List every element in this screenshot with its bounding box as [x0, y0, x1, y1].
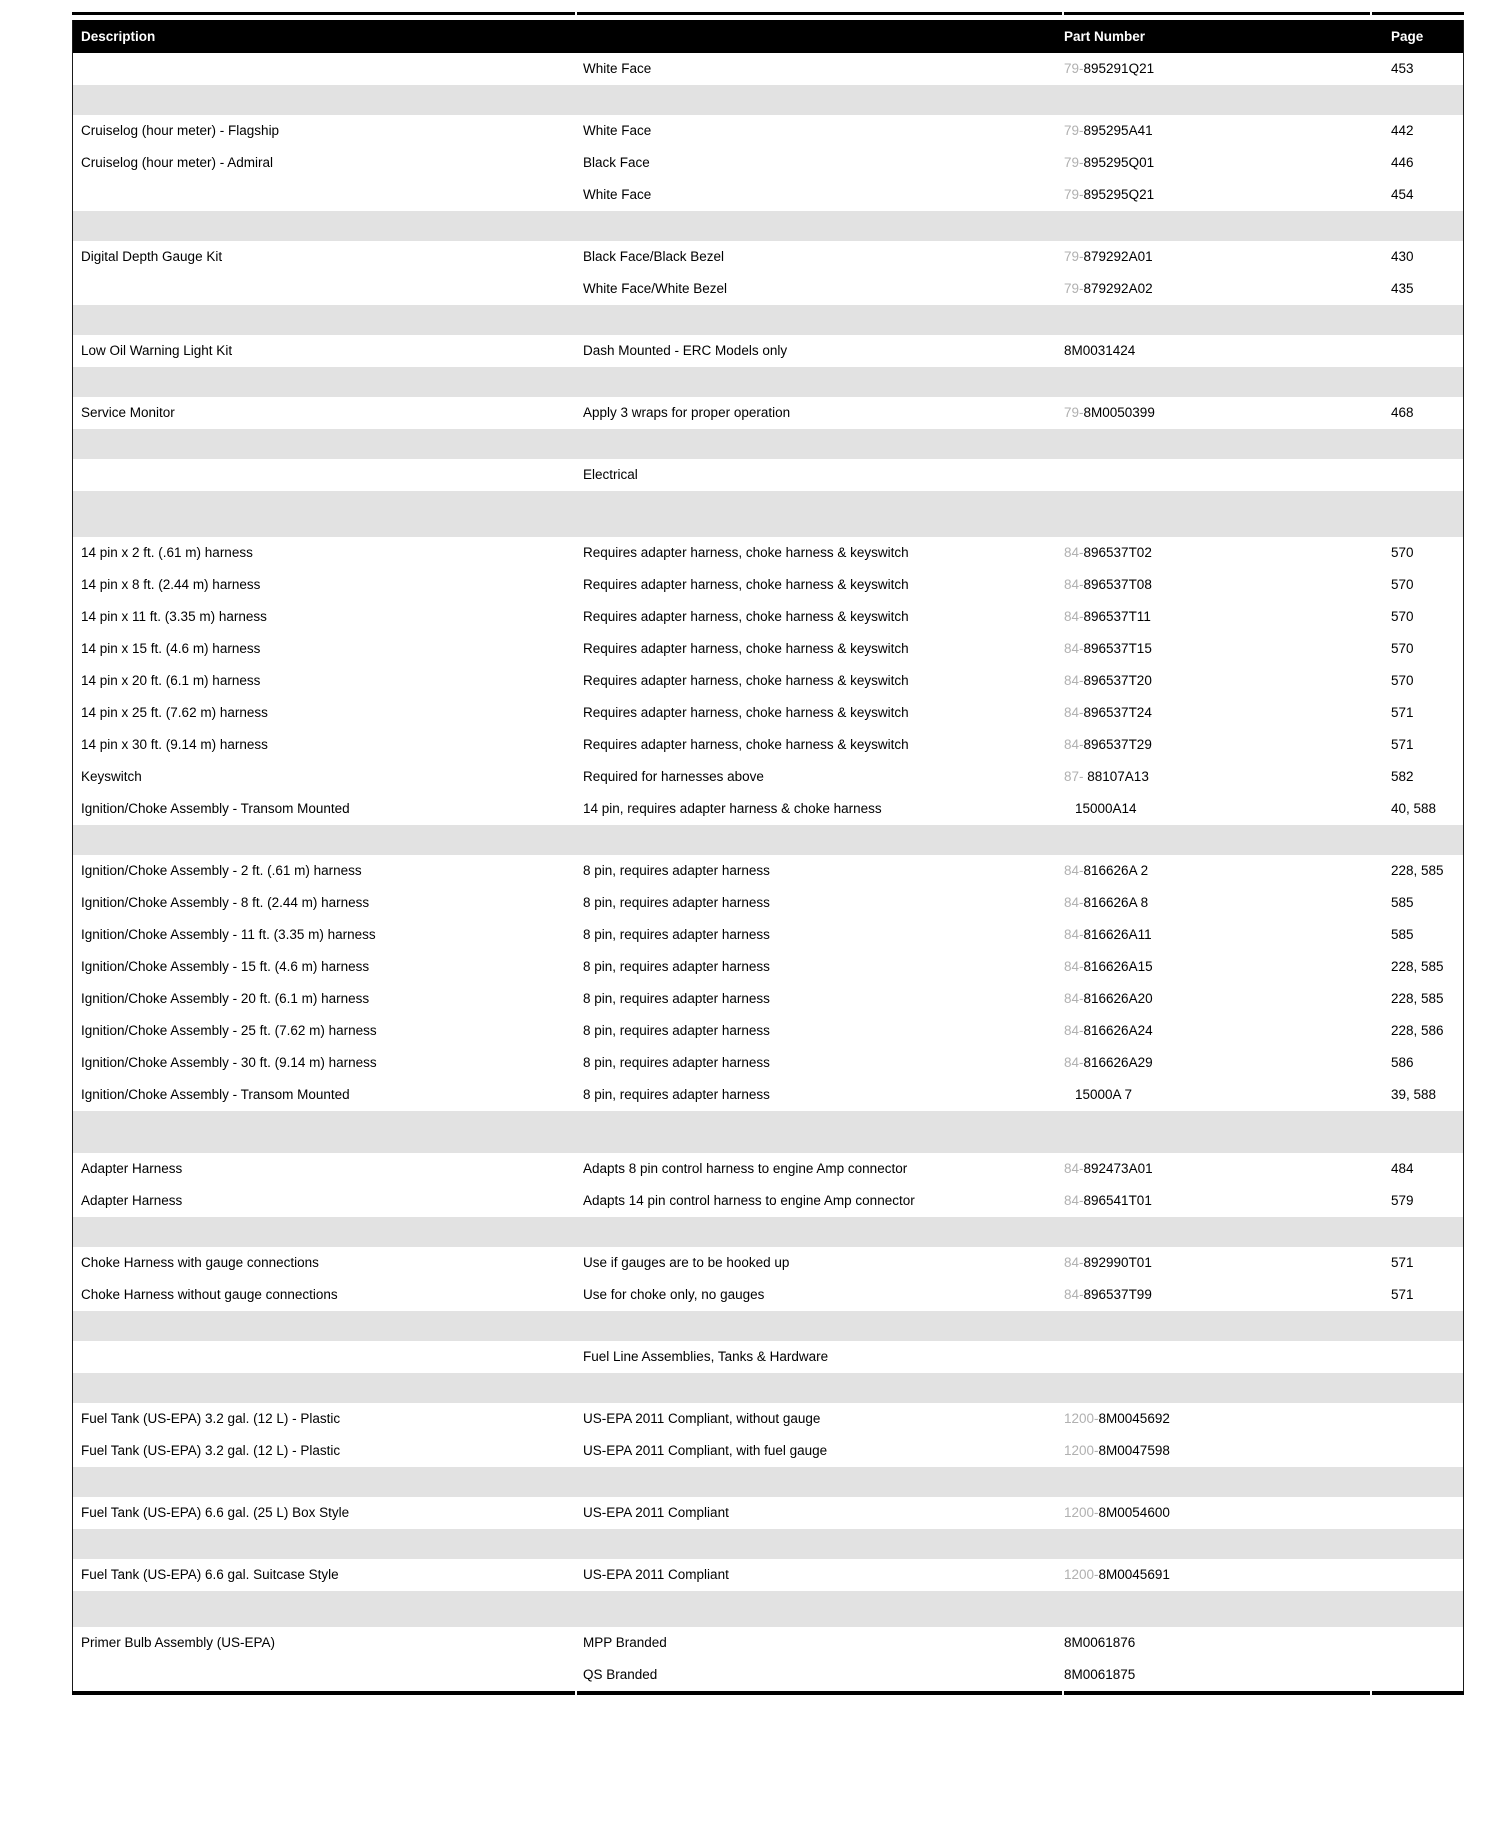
part-number-cell: [1061, 983, 1369, 1015]
column-header-part-number: Part Number: [1064, 29, 1146, 44]
page-cell: [1369, 335, 1463, 367]
notes-cell: Requires adapter harness, choke harness & keyswitch: [583, 705, 909, 720]
notes-cell: Requires adapter harness, choke harness & keyswitch: [583, 577, 909, 592]
part-number-cell: [1061, 665, 1369, 697]
part-prefix: 84-: [1064, 895, 1084, 910]
border-segment: [1064, 1691, 1370, 1695]
description-cell: Ignition/Choke Assembly - 20 ft. (6.1 m) harness: [81, 991, 370, 1006]
notes-cell: Adapts 8 pin control harness to engine Amp connector: [583, 1161, 908, 1176]
spacer-row: [73, 825, 1463, 855]
part-prefix: 79-: [1064, 61, 1084, 76]
page-cell: 586: [1391, 1055, 1414, 1070]
notes-cell: US-EPA 2011 Compliant, with fuel gauge: [583, 1443, 828, 1458]
description-cell: Ignition/Choke Assembly - 8 ft. (2.44 m) harness: [81, 895, 370, 910]
part-prefix: 84-: [1064, 545, 1084, 560]
notes-cell: Requires adapter harness, choke harness & keyswitch: [583, 641, 909, 656]
spacer-row: [73, 491, 1463, 537]
description-cell: Adapter Harness: [81, 1161, 183, 1176]
border-segment: [72, 1691, 575, 1695]
page-cell: 454: [1391, 187, 1414, 202]
part-number-cell: [1061, 241, 1369, 273]
part-number-cell: [1061, 273, 1369, 305]
description-cell: Ignition/Choke Assembly - Transom Mounted: [81, 1087, 350, 1102]
page-cell: 571: [1391, 737, 1414, 752]
table-row: [73, 1279, 1463, 1311]
page-cell: 228, 585: [1391, 959, 1444, 974]
part-number: 896537T08: [1083, 577, 1152, 592]
page-cell: 570: [1391, 673, 1414, 688]
page-cell: 442: [1391, 123, 1414, 138]
table-row: [73, 115, 1463, 147]
part-number: 896537T11: [1083, 609, 1151, 624]
part-number-cell: [1061, 537, 1369, 569]
parts-table: [72, 20, 1464, 1691]
table-row: [73, 147, 1463, 179]
spacer-row: [73, 211, 1463, 241]
part-number-cell: [1061, 1185, 1369, 1217]
description-cell: Fuel Tank (US-EPA) 3.2 gal. (12 L) - Plastic: [81, 1411, 341, 1426]
table-row: [73, 855, 1463, 887]
page-cell: [1369, 1341, 1463, 1373]
part-prefix: 79-: [1064, 187, 1084, 202]
section-header-row: [73, 1341, 1463, 1373]
part-number: 816626A11: [1083, 927, 1152, 942]
part-prefix: 79-: [1064, 155, 1084, 170]
part-prefix: 84-: [1064, 927, 1084, 942]
part-prefix: 1200-: [1064, 1567, 1099, 1582]
table-row: [73, 1047, 1463, 1079]
description-cell: Ignition/Choke Assembly - 2 ft. (.61 m) harness: [81, 863, 362, 878]
notes-cell: Requires adapter harness, choke harness & keyswitch: [583, 545, 909, 560]
description-cell: Low Oil Warning Light Kit: [81, 343, 233, 358]
table-row: [73, 1185, 1463, 1217]
page-cell: [1369, 459, 1463, 491]
part-number-cell: [1061, 1047, 1369, 1079]
description-cell: 14 pin x 8 ft. (2.44 m) harness: [81, 577, 261, 592]
table-row: [73, 241, 1463, 273]
part-number-cell: [1061, 633, 1369, 665]
page-cell: 585: [1391, 927, 1414, 942]
notes-cell: Use if gauges are to be hooked up: [583, 1255, 790, 1270]
part-number-cell: [1061, 919, 1369, 951]
page-cell: 446: [1391, 155, 1414, 170]
description-cell: Ignition/Choke Assembly - 25 ft. (7.62 m) harness: [81, 1023, 377, 1038]
part-number-cell: [1061, 179, 1369, 211]
notes-cell: 8 pin, requires adapter harness: [583, 863, 770, 878]
description-cell: Choke Harness with gauge connections: [81, 1255, 319, 1270]
description-cell: 14 pin x 11 ft. (3.35 m) harness: [81, 609, 267, 624]
description-cell: [73, 459, 576, 491]
spacer-row: [73, 305, 1463, 335]
part-prefix: 79-: [1064, 249, 1084, 264]
part-number: 896537T24: [1083, 705, 1152, 720]
table-row: [73, 633, 1463, 665]
page-cell: 570: [1391, 609, 1414, 624]
description-cell: [73, 1659, 576, 1691]
description-cell: Cruiselog (hour meter) - Admiral: [81, 155, 274, 170]
page-cell: 468: [1391, 405, 1414, 420]
border-segment: [72, 12, 575, 15]
page-cell: 228, 585: [1391, 991, 1444, 1006]
part-prefix: 84-: [1064, 1161, 1084, 1176]
page-cell: 40, 588: [1391, 801, 1437, 816]
page-cell: [1369, 1497, 1463, 1529]
page-cell: 570: [1391, 577, 1414, 592]
part-prefix: 1200-: [1064, 1411, 1099, 1426]
notes-cell: Apply 3 wraps for proper operation: [583, 405, 791, 420]
notes-cell: 8 pin, requires adapter harness: [583, 927, 770, 942]
notes-cell: 14 pin, requires adapter harness & choke harness: [583, 801, 882, 816]
border-segment: [577, 12, 1062, 15]
part-number: 8M0045692: [1098, 1411, 1170, 1426]
part-number: 896537T15: [1083, 641, 1152, 656]
description-cell: Adapter Harness: [81, 1193, 183, 1208]
part-number: 8M0061876: [1064, 1635, 1136, 1650]
part-prefix: 84-: [1064, 641, 1084, 656]
notes-cell: 8 pin, requires adapter harness: [583, 1055, 770, 1070]
part-number-cell: [1061, 1559, 1369, 1591]
table-row: [73, 335, 1463, 367]
catalog-page: [72, 12, 1464, 1695]
table-row: [73, 729, 1463, 761]
part-number: 892990T01: [1083, 1255, 1152, 1270]
table-row: [73, 919, 1463, 951]
description-cell: 14 pin x 2 ft. (.61 m) harness: [81, 545, 253, 560]
description-cell: Cruiselog (hour meter) - Flagship: [81, 123, 280, 138]
description-cell: Digital Depth Gauge Kit: [81, 249, 223, 264]
table-row: [73, 951, 1463, 983]
part-number: 8M0031424: [1064, 343, 1136, 358]
column-header-notes: [576, 20, 1061, 53]
part-number: 8M0061875: [1064, 1667, 1136, 1682]
notes-cell: Requires adapter harness, choke harness & keyswitch: [583, 609, 909, 624]
part-number: 816626A 2: [1083, 863, 1149, 878]
part-prefix: 84-: [1064, 959, 1084, 974]
notes-cell: 8 pin, requires adapter harness: [583, 895, 770, 910]
part-number: 816626A20: [1083, 991, 1153, 1006]
part-prefix: 84-: [1064, 863, 1084, 878]
part-number: 8M0054600: [1098, 1505, 1170, 1520]
part-prefix: 79-: [1064, 123, 1084, 138]
page-cell: 570: [1391, 641, 1414, 656]
part-number: 879292A02: [1083, 281, 1153, 296]
part-number-cell: [1061, 335, 1369, 367]
part-prefix: 1200-: [1064, 1505, 1099, 1520]
part-number: 8M0050399: [1083, 405, 1155, 420]
table-row: [73, 1079, 1463, 1111]
part-prefix: 84-: [1064, 1193, 1084, 1208]
part-number-cell: [1061, 115, 1369, 147]
page-cell: 582: [1391, 769, 1414, 784]
table-row: [73, 1559, 1463, 1591]
notes-cell: 8 pin, requires adapter harness: [583, 1023, 770, 1038]
page-cell: 430: [1391, 249, 1414, 264]
table-bottom-border: [72, 1691, 1464, 1695]
spacer-row: [73, 1311, 1463, 1341]
section-title: Electrical: [583, 467, 638, 482]
part-number: 895295Q21: [1083, 187, 1155, 202]
description-cell: Fuel Tank (US-EPA) 6.6 gal. Suitcase Style: [81, 1567, 339, 1582]
part-number: 895295A41: [1083, 123, 1153, 138]
column-header-page: Page: [1391, 29, 1424, 44]
part-prefix: 84-: [1064, 991, 1084, 1006]
notes-cell: 8 pin, requires adapter harness: [583, 991, 770, 1006]
part-number: 892473A01: [1083, 1161, 1153, 1176]
spacer-row: [73, 367, 1463, 397]
part-prefix: 84-: [1064, 1055, 1084, 1070]
table-row: [73, 179, 1463, 211]
table-row: [73, 1435, 1463, 1467]
table-row: [73, 697, 1463, 729]
spacer-row: [73, 1529, 1463, 1559]
part-number-cell: [1061, 397, 1369, 429]
page-cell: [1369, 1659, 1463, 1691]
part-prefix: 84-: [1064, 1287, 1084, 1302]
page-cell: 570: [1391, 545, 1414, 560]
part-prefix: 87-: [1064, 769, 1088, 784]
part-number-cell: [1061, 887, 1369, 919]
page-cell: 435: [1391, 281, 1414, 296]
notes-cell: White Face: [583, 187, 652, 202]
table-row: [73, 273, 1463, 305]
part-number: 15000A14: [1075, 801, 1137, 816]
part-prefix: 84-: [1064, 1255, 1084, 1270]
part-prefix: 79-: [1064, 281, 1084, 296]
table-row: [73, 793, 1463, 825]
part-number: 816626A 8: [1083, 895, 1149, 910]
part-prefix: 79-: [1064, 405, 1084, 420]
notes-cell: White Face/White Bezel: [583, 281, 728, 296]
description-cell: Choke Harness without gauge connections: [81, 1287, 338, 1302]
description-cell: [73, 53, 576, 85]
table-row: [73, 1627, 1463, 1659]
part-number-cell: [1061, 951, 1369, 983]
section-header-row: [73, 459, 1463, 491]
part-number-cell: [1061, 1279, 1369, 1311]
description-cell: Service Monitor: [81, 405, 175, 420]
spacer-row: [73, 85, 1463, 115]
table-header-row: [73, 20, 1463, 53]
part-number-cell: [1061, 1247, 1369, 1279]
notes-cell: Required for harnesses above: [583, 769, 764, 784]
part-number: 15000A 7: [1075, 1087, 1133, 1102]
table-row: [73, 1015, 1463, 1047]
table-row: [73, 1497, 1463, 1529]
spacer-row: [73, 1467, 1463, 1497]
notes-cell: MPP Branded: [583, 1635, 667, 1650]
part-number: 88107A13: [1087, 769, 1149, 784]
column-header-description: Description: [81, 29, 156, 44]
table-top-border: [72, 12, 1464, 15]
page-cell: 228, 585: [1391, 863, 1444, 878]
table-row: [73, 983, 1463, 1015]
part-number-cell: [1061, 1627, 1369, 1659]
page-cell: 585: [1391, 895, 1414, 910]
table-row: [73, 761, 1463, 793]
page-cell: 484: [1391, 1161, 1414, 1176]
spacer-row: [73, 1111, 1463, 1153]
notes-cell: Requires adapter harness, choke harness & keyswitch: [583, 737, 909, 752]
part-number-cell: [1061, 761, 1369, 793]
part-number-cell: [1061, 569, 1369, 601]
part-number: 896537T20: [1083, 673, 1152, 688]
part-number-cell: [1061, 697, 1369, 729]
part-number: 896537T99: [1083, 1287, 1152, 1302]
part-number: 896537T29: [1083, 737, 1152, 752]
notes-cell: White Face: [583, 61, 652, 76]
part-number: 816626A24: [1083, 1023, 1153, 1038]
page-cell: [1369, 1403, 1463, 1435]
part-number: 816626A29: [1083, 1055, 1153, 1070]
notes-cell: 8 pin, requires adapter harness: [583, 959, 770, 974]
description-cell: Primer Bulb Assembly (US-EPA): [81, 1635, 276, 1650]
page-cell: [1369, 1627, 1463, 1659]
part-prefix: 84-: [1064, 609, 1084, 624]
page-cell: 228, 586: [1391, 1023, 1444, 1038]
part-number-cell: [1061, 147, 1369, 179]
part-number-cell: [1061, 855, 1369, 887]
table-row: [73, 537, 1463, 569]
border-segment: [1064, 12, 1370, 15]
description-cell: 14 pin x 15 ft. (4.6 m) harness: [81, 641, 261, 656]
table-row: [73, 397, 1463, 429]
description-cell: 14 pin x 30 ft. (9.14 m) harness: [81, 737, 268, 752]
part-prefix: 84-: [1064, 705, 1084, 720]
notes-cell: Use for choke only, no gauges: [583, 1287, 765, 1302]
part-prefix: 84-: [1064, 577, 1084, 592]
part-number: 895295Q01: [1083, 155, 1155, 170]
notes-cell: Dash Mounted - ERC Models only: [583, 343, 788, 358]
notes-cell: Requires adapter harness, choke harness & keyswitch: [583, 673, 909, 688]
notes-cell: Adapts 14 pin control harness to engine Amp connector: [583, 1193, 915, 1208]
notes-cell: US-EPA 2011 Compliant: [583, 1567, 729, 1582]
spacer-row: [73, 1217, 1463, 1247]
part-prefix: 84-: [1064, 1023, 1084, 1038]
spacer-row: [73, 1591, 1463, 1627]
description-cell: [73, 1341, 576, 1373]
description-cell: Keyswitch: [81, 769, 142, 784]
part-number-cell: [1061, 793, 1369, 825]
border-segment: [1372, 1691, 1464, 1695]
part-number: 879292A01: [1083, 249, 1153, 264]
description-cell: [73, 273, 576, 305]
table-row: [73, 887, 1463, 919]
part-number-cell: [1061, 1497, 1369, 1529]
description-cell: Ignition/Choke Assembly - 30 ft. (9.14 m) harness: [81, 1055, 377, 1070]
page-cell: [1369, 1435, 1463, 1467]
part-number: 896537T02: [1083, 545, 1152, 560]
notes-cell: 8 pin, requires adapter harness: [583, 1087, 770, 1102]
description-cell: Fuel Tank (US-EPA) 6.6 gal. (25 L) Box Style: [81, 1505, 350, 1520]
part-number-cell: [1061, 1015, 1369, 1047]
notes-cell: US-EPA 2011 Compliant: [583, 1505, 729, 1520]
part-number-cell: [1061, 1079, 1369, 1111]
notes-cell: US-EPA 2011 Compliant, without gauge: [583, 1411, 821, 1426]
description-cell: Ignition/Choke Assembly - 15 ft. (4.6 m) harness: [81, 959, 370, 974]
table-row: [73, 1659, 1463, 1691]
page-cell: 571: [1391, 1255, 1414, 1270]
page-cell: 579: [1391, 1193, 1414, 1208]
part-number-cell: [1061, 601, 1369, 633]
border-segment: [577, 1691, 1062, 1695]
part-number: 816626A15: [1083, 959, 1153, 974]
table-row: [73, 665, 1463, 697]
page-cell: 39, 588: [1391, 1087, 1437, 1102]
page-cell: 453: [1391, 61, 1414, 76]
page-cell: 571: [1391, 705, 1414, 720]
part-number-cell: [1061, 1435, 1369, 1467]
spacer-row: [73, 1373, 1463, 1403]
table-row: [73, 1153, 1463, 1185]
description-cell: [73, 179, 576, 211]
description-cell: Fuel Tank (US-EPA) 3.2 gal. (12 L) - Plastic: [81, 1443, 341, 1458]
description-cell: 14 pin x 20 ft. (6.1 m) harness: [81, 673, 261, 688]
table-row: [73, 1403, 1463, 1435]
notes-cell: QS Branded: [583, 1667, 658, 1682]
table-body: [73, 53, 1463, 1691]
part-number: 8M0045691: [1098, 1567, 1170, 1582]
part-number: 895291Q21: [1083, 61, 1155, 76]
section-title: Fuel Line Assemblies, Tanks & Hardware: [583, 1349, 829, 1364]
part-number-cell: [1061, 1403, 1369, 1435]
part-prefix: 84-: [1064, 737, 1084, 752]
description-cell: Ignition/Choke Assembly - 11 ft. (3.35 m) harness: [81, 927, 376, 942]
page-cell: 571: [1391, 1287, 1414, 1302]
part-number-cell: [1061, 729, 1369, 761]
part-number-cell: [1061, 53, 1369, 85]
table-row: [73, 569, 1463, 601]
table-row: [73, 53, 1463, 85]
table-row: [73, 601, 1463, 633]
part-number: 8M0047598: [1098, 1443, 1170, 1458]
part-number-cell: [1061, 1341, 1369, 1373]
part-number-cell: [1061, 459, 1369, 491]
notes-cell: Black Face: [583, 155, 650, 170]
part-number: 896541T01: [1083, 1193, 1152, 1208]
border-segment: [1372, 12, 1464, 15]
notes-cell: Black Face/Black Bezel: [583, 249, 725, 264]
description-cell: Ignition/Choke Assembly - Transom Mounted: [81, 801, 350, 816]
table-row: [73, 1247, 1463, 1279]
page-cell: [1369, 1559, 1463, 1591]
part-number-cell: [1061, 1659, 1369, 1691]
spacer-row: [73, 429, 1463, 459]
description-cell: 14 pin x 25 ft. (7.62 m) harness: [81, 705, 268, 720]
part-prefix: 1200-: [1064, 1443, 1099, 1458]
part-number-cell: [1061, 1153, 1369, 1185]
notes-cell: White Face: [583, 123, 652, 138]
part-prefix: 84-: [1064, 673, 1084, 688]
